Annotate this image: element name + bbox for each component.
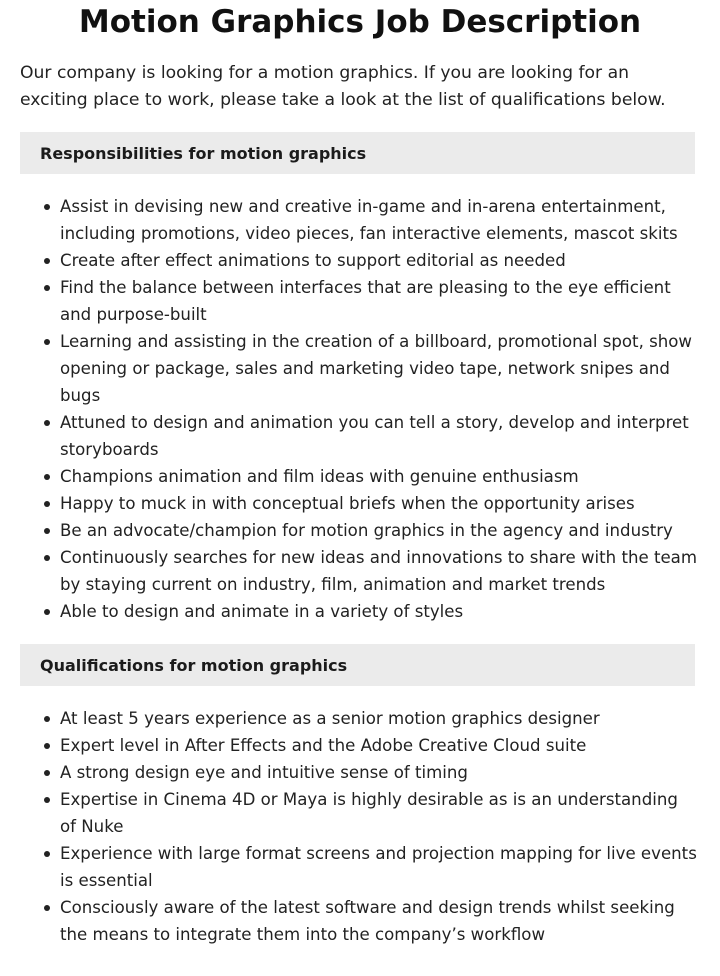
list-item: Expertise in Cinema 4D or Maya is highly desirable as is an understanding of Nuke [60,786,698,840]
list-item: Assist in devising new and creative in-game and in-arena entertainment, including promotions, video pieces, fan interactive elements, mascot skits [60,193,698,247]
qualifications-heading-bar [20,644,695,686]
list-item: Be an advocate/champion for motion graphics in the agency and industry [60,517,698,544]
page-title: Motion Graphics Job Description [78,4,642,40]
list-item: Create after effect animations to support editorial as needed [60,247,698,274]
list-item: Experience with large format screens and projection mapping for live events is essential [60,840,698,894]
list-item: Expert level in After Effects and the Adobe Creative Cloud suite [60,732,698,759]
qualifications-list [0,705,720,948]
list-item: Champions animation and film ideas with genuine enthusiasm [60,463,698,490]
list-item: Continuously searches for new ideas and innovations to share with the team by staying current on industry, film, animation and market trends [60,544,698,598]
list-item: Find the balance between interfaces that are pleasing to the eye efficient and purpose-built [60,274,698,328]
list-item: A strong design eye and intuitive sense of timing [60,759,698,786]
list-item: Able to design and animate in a variety of styles [60,598,698,625]
responsibilities-list [0,193,720,625]
list-item: At least 5 years experience as a senior motion graphics designer [60,705,698,732]
qualifications-heading: Qualifications for motion graphics [40,655,348,675]
list-item: Happy to muck in with conceptual briefs when the opportunity arises [60,490,698,517]
list-item: Consciously aware of the latest software and design trends whilst seeking the means to integrate them into the company’s workflow [60,894,698,948]
responsibilities-heading: Responsibilities for motion graphics [40,143,367,163]
list-item: Learning and assisting in the creation of a billboard, promotional spot, show opening or package, sales and marketing video tape, network snipes and bugs [60,328,698,409]
list-item: Attuned to design and animation you can tell a story, develop and interpret storyboards [60,409,698,463]
intro-paragraph: Our company is looking for a motion graphics. If you are looking for an exciting place to work, please take a look at the list of qualifications below. [20,63,666,110]
responsibilities-heading-bar [20,132,695,174]
